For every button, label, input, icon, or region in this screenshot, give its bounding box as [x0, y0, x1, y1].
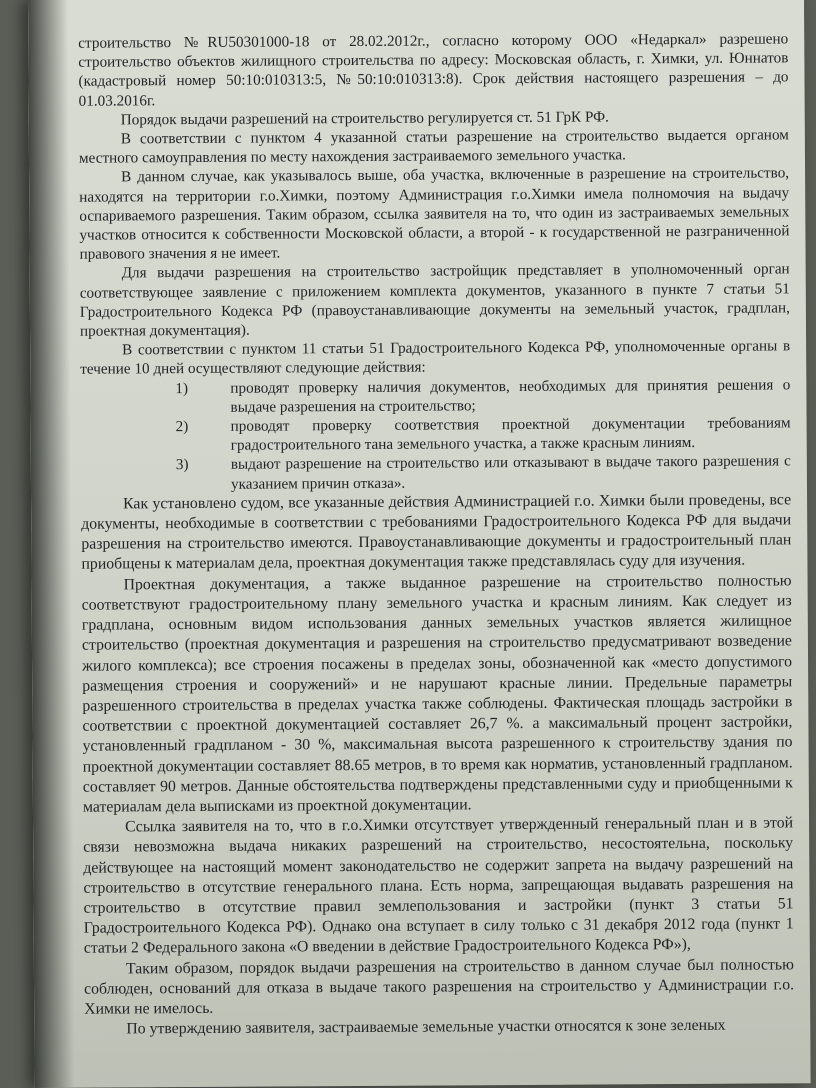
- document-lower-section: [81, 490, 794, 1040]
- list-item: [80, 375, 790, 418]
- list-item: [81, 413, 791, 456]
- paragraph: В данном случае, как указывалось выше, оба участка, включенные в разрешение на строительство, находятся на территории г.о.Химки, поэтому Администрация г.о.Химки имела полномочия на выдачу оспариваемого разрешения. Таким образом, ссылка заявителя на то, что один из застраиваемых земельных участков относится к собственности Московской области, а второй - к государственной не разграниченной правового значения я не имеет.: [79, 164, 790, 263]
- list-item-text: проводят проверку наличия документов, необходимых для принятия решения о выдаче разрешения на строительство;: [230, 376, 791, 416]
- list-item-text: выдают разрешение на строительство или отказывают в выдаче такого разрешения с указанием причин отказа».: [230, 452, 791, 493]
- paragraph: Для выдачи разрешения на строительство застройщик представляет в уполномоченный орган соответствующее заявление с приложением комплекта документов, указанного в пункте 7 статьи 51 Градостроительного Кодекса РФ (правоустанавливающие документы на земельный участок, градплан, проектная документация).: [79, 260, 790, 340]
- paragraph: По утверждению заявителя, застраиваемые земельные участки относятся к зоне зеленых: [126, 1016, 726, 1038]
- paragraph: строительство №RU50301000-18 от 28.02.2012г., согласно которому ООО «Недаркал» разрешено строительство объектов жилищного строительства по адресу: Московская область, г. Химки, ул. Юннатов (кадастровый номер 50:10:010313:5, №50:10:010313:8). Срок действия настоящего разрешения – до 01.03.2016г.: [78, 30, 789, 110]
- document-body: [78, 29, 794, 1040]
- document-page: [28, 0, 811, 1088]
- list-item: [81, 452, 791, 495]
- paragraph: Порядок выдачи разрешений на строительство регулируется ст. 51 ГрК РФ.: [120, 108, 609, 129]
- paragraph: Ссылка заявителя на то, что в г.о.Химки отсутствует утвержденный генеральный план и в этой связи невозможна выдача никаких разрешений на строительство, несостоятельна, поскольку действующее на настоящий момент законодательство не содержит запрета на выдачу разрешений на строительство в отсутствие генерального плана. Есть норма, запрещающая выдавать разрешения на строительство в отсутствие правил землепользования и застройки (пункт 3 статьи 51 Градостроительного Кодекса РФ). Однако она вступает в силу только с 31 декабря 2012 года (пункт 1 статьи 2 Федерального закона «О введении в действие Градостроительного Кодекса РФ»),: [83, 814, 794, 958]
- list-item-number: 2): [175, 418, 189, 436]
- list-item-text: проводят проверку соответствия проектной документации требованиям градостроительного тана земельного участка, а также красным линиям.: [230, 414, 791, 455]
- paragraph: Проектная документация, а также выданное разрешение на строительство полностью соответствуют градостроительному плану земельного участка и красным линиям. Как следует из градплана, основным видом использования данных земельных участков является жилищное строительство (проектная документация и разрешения на строительство предусматривают возведение жилого комплекса); все строения посажены в пределах зоны, обозначенной как «место допустимого размещения строения и сооружений» и не нарушают красные линии. Предельные параметры разрешенного строительства в пределах участка также соблюдены. Фактическая площадь застройки в соответствии с проектной документацией составляет 26,7 %. а максимальный процент застройки, установленный градпланом - 30 %, максимальная высота разрешенного к строительству здания по проектной документации составляет 88.65 метров, в то время как норматив, установленный градпланом. составляет 90 метров. Данные обстоятельства подтверждены представленными суду и приобщенными к материалам дела выписками из проектной документации.: [81, 572, 793, 816]
- paragraph: Таким образом, порядок выдачи разрешения на строительство в данном случае был полностью соблюден, оснований для отказа в выдаче такого разрешения на строительство у Администрации г.о. Химки не имелось.: [83, 955, 795, 1018]
- list-item-number: 3): [175, 456, 189, 474]
- list-item-number: 1): [175, 379, 189, 397]
- paragraph: В соответствии с пунктом 11 статьи 51 Градостроительного Кодекса РФ, уполномоченные органы в течение 10 дней осуществляют следующие действия:: [80, 337, 791, 379]
- paragraph: В соответствии с пунктом 4 указанной статьи разрешение на строительство выдается органом местного самоуправления по месту нахождения застраиваемого земельного участка.: [78, 126, 789, 167]
- paragraph: Как установлено судом, все указанные действия Администрацией г.о. Химки были проведены, все документы, необходимые в соответствии с требованиями Градостроительного Кодекса РФ для выдачи разрешения на строительство имеются. Правоустанавливающие документы и градостроительный план приобщены к материалам дела, проектная документация также представлялась суду для изучения.: [81, 491, 792, 574]
- numbered-list: [80, 375, 791, 495]
